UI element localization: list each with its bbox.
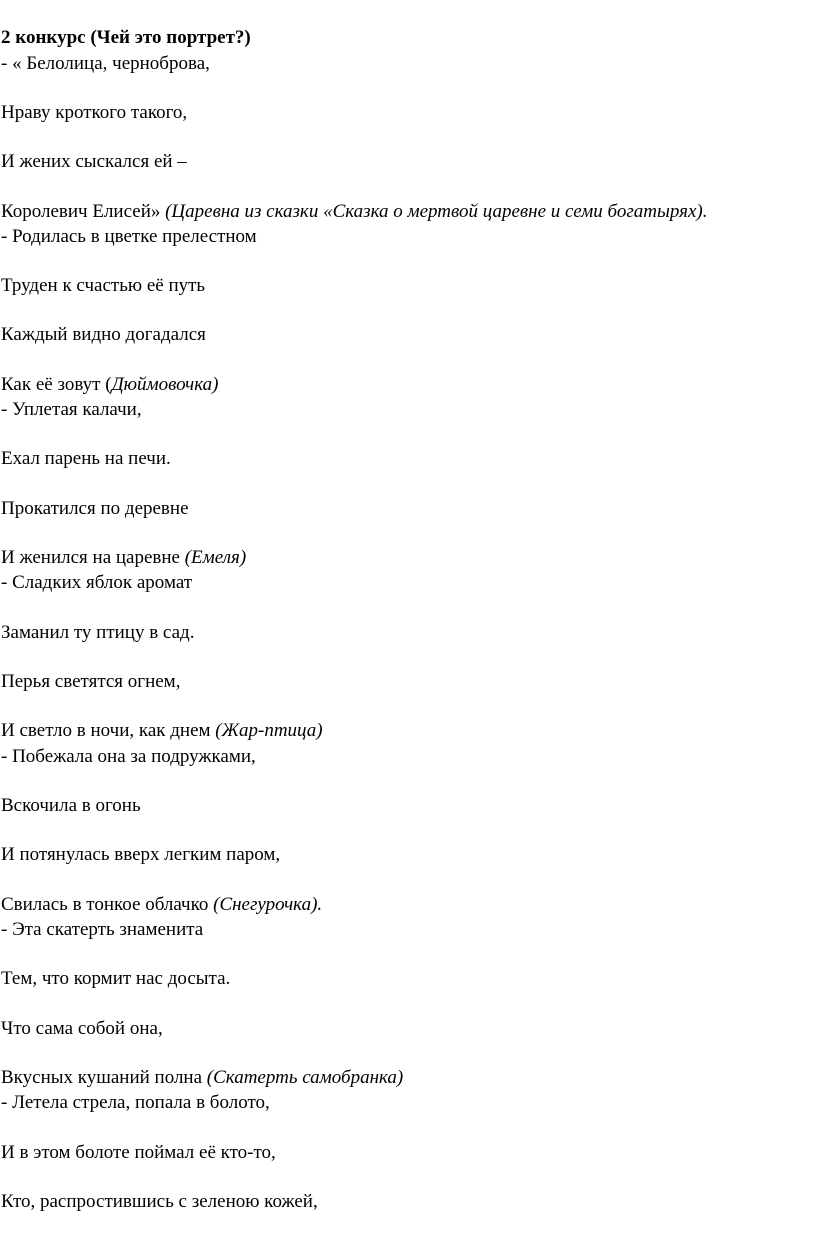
line-text: Перья светятся огнем, bbox=[1, 671, 181, 692]
line-text: Кто, распростившись с зеленою кожей, bbox=[1, 1191, 318, 1212]
line-text: Труден к счастью её путь bbox=[1, 275, 206, 296]
text-line bbox=[1, 447, 171, 471]
text-line bbox=[1, 274, 205, 298]
text-line bbox=[1, 52, 210, 76]
text-line bbox=[1, 843, 280, 867]
text-line bbox=[1, 1066, 403, 1090]
text-line bbox=[1, 1017, 163, 1041]
line-text: Каждый видно догадался bbox=[1, 324, 206, 345]
text-line bbox=[1, 967, 230, 991]
line-text: Прокатился по деревне bbox=[1, 498, 189, 519]
answer-text: Дюймовочка) bbox=[111, 374, 219, 395]
text-line bbox=[1, 621, 194, 645]
text-line bbox=[1, 497, 189, 521]
line-text: Нраву кроткого такого, bbox=[1, 102, 188, 123]
text-line bbox=[1, 893, 322, 917]
text-line bbox=[1, 101, 187, 125]
text-line bbox=[1, 1091, 270, 1115]
text-line bbox=[1, 323, 206, 347]
text-line bbox=[1, 200, 707, 224]
line-text: Вскочила в огонь bbox=[1, 795, 141, 816]
line-text: И потянулась вверх легким паром, bbox=[1, 844, 281, 865]
line-text: - Родилась в цветке прелестном bbox=[1, 226, 257, 247]
text-line bbox=[1, 670, 180, 694]
line-text: Тем, что кормит нас досыта. bbox=[1, 968, 231, 989]
text-line bbox=[1, 373, 218, 397]
line-text: И светло в ночи, как днем bbox=[1, 720, 216, 741]
line-text: Заманил ту птицу в сад. bbox=[1, 622, 195, 643]
line-text: - « Белолица, черноброва, bbox=[1, 53, 210, 74]
text-line bbox=[1, 1141, 276, 1165]
line-text: - Эта скатерть знаменита bbox=[1, 919, 204, 940]
line-text: И женился на царевне bbox=[1, 547, 185, 568]
text-line bbox=[1, 719, 323, 743]
answer-text: (Емеля) bbox=[184, 547, 247, 568]
line-text: Королевич Елисей» bbox=[1, 201, 166, 222]
text-line bbox=[1, 225, 257, 249]
line-text: Ехал парень на печи. bbox=[1, 448, 171, 469]
line-text: Свилась в тонкое облачко bbox=[1, 894, 214, 915]
line-text: - Уплетая калачи, bbox=[1, 399, 142, 420]
answer-text: (Царевна из сказки «Сказка о мертвой царевне и семи богатырях). bbox=[165, 201, 708, 222]
text-line bbox=[1, 571, 192, 595]
answer-text: (Скатерть самобранка) bbox=[206, 1067, 404, 1088]
text-line bbox=[1, 745, 256, 769]
text-line bbox=[1, 1190, 318, 1214]
answer-text: (Снегурочка). bbox=[213, 894, 323, 915]
line-text: И жених сыскался ей – bbox=[1, 151, 187, 172]
text-line bbox=[1, 918, 203, 942]
answer-text: (Жар-птица) bbox=[215, 720, 323, 741]
line-text: - Сладких яблок аромат bbox=[1, 572, 193, 593]
text-line bbox=[1, 794, 141, 818]
line-text: - Летела стрела, попала в болото, bbox=[1, 1092, 270, 1113]
text-line bbox=[1, 546, 246, 570]
text-line bbox=[1, 398, 142, 422]
line-text: Что сама собой она, bbox=[1, 1018, 163, 1039]
line-text: И в этом болоте поймал её кто-то, bbox=[1, 1142, 276, 1163]
line-text: Как её зовут ( bbox=[1, 374, 112, 395]
line-text: - Побежала она за подружками, bbox=[1, 746, 256, 767]
text-line bbox=[1, 150, 187, 174]
page-title: 2 конкурс (Чей это портрет?) bbox=[1, 27, 251, 48]
line-text: Вкусных кушаний полна bbox=[1, 1067, 207, 1088]
